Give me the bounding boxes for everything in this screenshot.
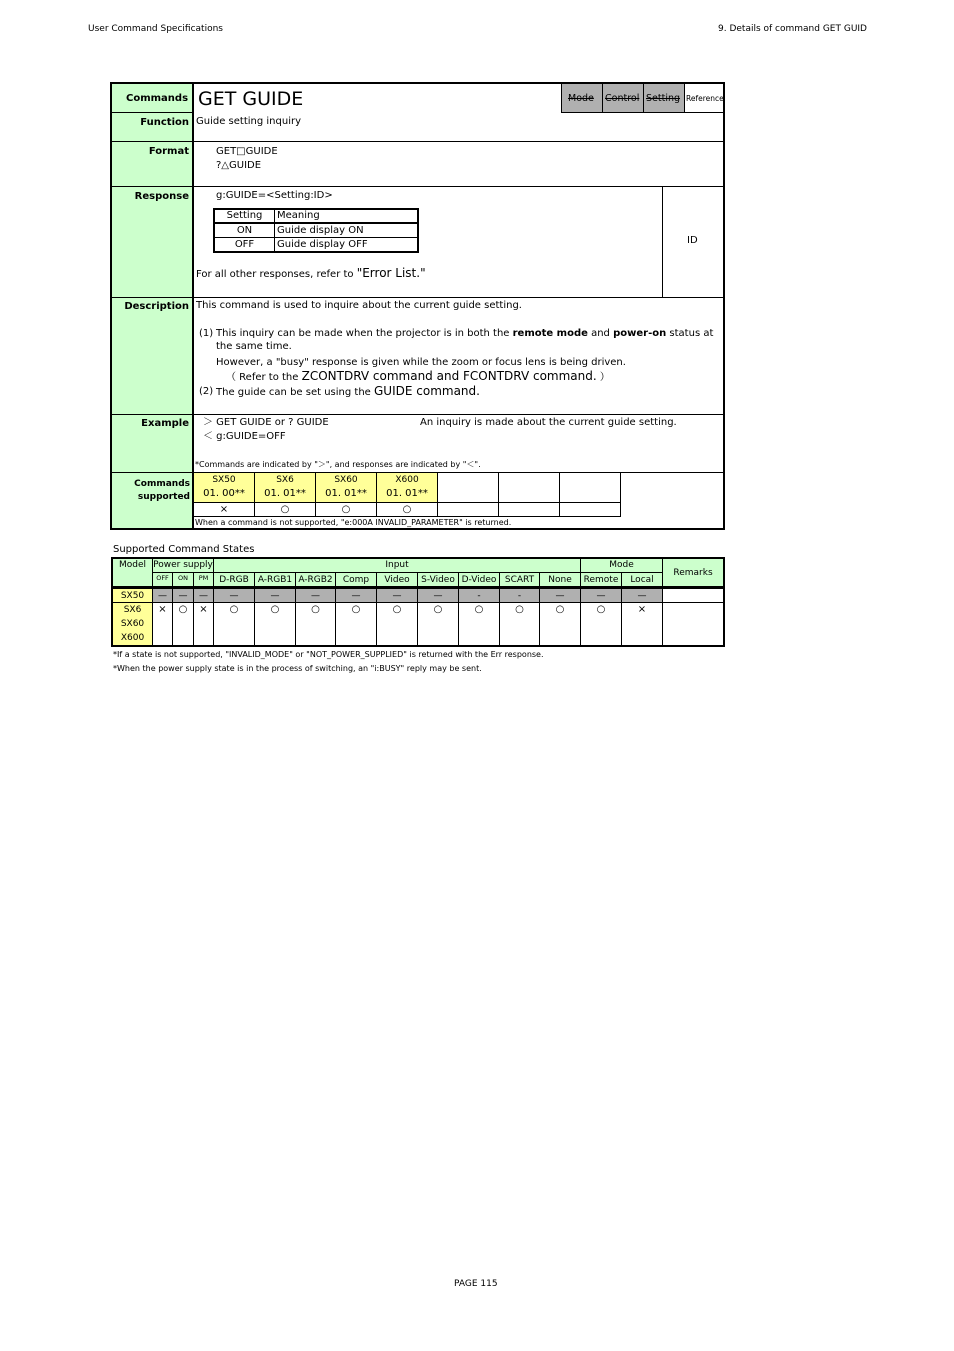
format-value-cell <box>194 142 723 187</box>
states-table <box>111 557 725 647</box>
response-line: g:GUIDE=<Setting:ID> <box>216 190 333 201</box>
example-label-cell <box>112 415 194 473</box>
support-mark-x600: ○ <box>377 503 438 517</box>
tag-control: Control <box>602 84 643 113</box>
states-sub-input: None <box>540 573 581 587</box>
tag-mode: Mode <box>561 84 602 113</box>
description-value-cell <box>194 298 723 415</box>
states-cell: × <box>622 603 663 645</box>
states-header-input: Input <box>214 559 581 573</box>
states-cell: ○ <box>255 603 296 645</box>
supported-label-2: supported <box>137 492 190 502</box>
states-cell: - <box>500 589 540 603</box>
states-sub-local: Local <box>622 573 663 587</box>
states-cell: ○ <box>336 603 377 645</box>
format-label: Format <box>148 146 189 157</box>
states-cell: — <box>581 589 622 603</box>
model-cell-sx6: SX6 01. 01** <box>255 473 316 503</box>
setting-value: OFF <box>215 238 275 251</box>
format-line-2: ?△GUIDE <box>216 160 262 171</box>
states-cell: ○ <box>459 603 500 645</box>
states-sub-remote: Remote <box>581 573 622 587</box>
description-intro: This command is used to inquire about the current guide setting. <box>196 300 522 311</box>
states-cell: — <box>173 589 194 603</box>
states-cell: ○ <box>581 603 622 645</box>
format-label-cell <box>112 142 194 187</box>
function-value-cell <box>194 113 723 142</box>
support-mark-sx6: ○ <box>255 503 316 517</box>
description-p1-line3: However, a "busy" response is given while the zoom or focus lens is being driven. <box>216 357 626 368</box>
function-label-cell <box>112 113 194 142</box>
support-mark-sx60: ○ <box>316 503 377 517</box>
states-cell: — <box>194 589 214 603</box>
support-mark-empty <box>560 503 621 517</box>
description-label: Description <box>124 301 189 312</box>
states-remarks-cell <box>663 589 723 603</box>
states-remarks-cell <box>663 603 723 645</box>
states-cell: — <box>214 589 255 603</box>
description-p1-line2: the same time. <box>216 341 292 352</box>
states-cell: ○ <box>296 603 336 645</box>
command-title: GET GUIDE <box>198 88 304 110</box>
states-cell: ○ <box>377 603 418 645</box>
description-p1-line4: （ Refer to the ZCONTDRV command and FCONTDRV command. ） <box>226 369 610 383</box>
states-cell: - <box>459 589 500 603</box>
error-list-reference: "Error List." <box>356 266 426 280</box>
tag-reference: Reference <box>684 84 723 113</box>
example-label: Example <box>141 418 189 429</box>
example-value-cell <box>194 415 723 473</box>
states-row-sx50-model: SX50 <box>113 589 153 603</box>
states-sub-input: A-RGB2 <box>296 573 336 587</box>
setting-value: ON <box>215 224 275 238</box>
meaning-value: Guide display ON <box>275 224 417 238</box>
function-label: Function <box>140 117 189 128</box>
description-p1-line1: This inquiry can be made when the projector is in both the remote mode and power-on status at <box>216 328 714 339</box>
states-header-remarks: Remarks <box>663 559 723 587</box>
states-note-1: *If a state is not supported, "INVALID_MODE" or "NOT_POWER_SUPPLIED" is returned with the Err response. <box>113 650 544 659</box>
states-cell: — <box>418 589 459 603</box>
command-spec-box <box>110 82 725 530</box>
states-header-power: Power supply <box>153 559 214 573</box>
response-side-cell <box>663 187 723 298</box>
states-header-model: Model <box>113 559 153 587</box>
states-sub-on: ON <box>173 573 194 587</box>
states-sub-input: A-RGB1 <box>255 573 296 587</box>
description-p2-number: (2) <box>199 386 214 397</box>
model-cell-sx50: SX50 01. 00** <box>194 473 255 503</box>
states-title: Supported Command States <box>113 544 255 555</box>
supported-note: When a command is not supported, "e:000A INVALID_PARAMETER" is returned. <box>195 518 512 527</box>
response-label: Response <box>134 191 189 202</box>
description-label-cell <box>112 298 194 415</box>
example-note: *Commands are indicated by "＞", and responses are indicated by "＜". <box>195 460 481 469</box>
states-header-mode: Mode <box>581 559 663 573</box>
function-text: Guide setting inquiry <box>196 116 301 127</box>
states-cell: ○ <box>214 603 255 645</box>
header-left: User Command Specifications <box>88 24 223 34</box>
states-sub-input: Video <box>377 573 418 587</box>
states-sub-off: OFF <box>153 573 173 587</box>
states-cell: — <box>377 589 418 603</box>
support-mark-empty <box>438 503 499 517</box>
states-cell: ○ <box>173 603 194 645</box>
states-cell: ○ <box>418 603 459 645</box>
states-cell: — <box>336 589 377 603</box>
tag-setting: Setting <box>643 84 684 113</box>
description-p2-line: The guide can be set using the GUIDE command. <box>216 384 480 398</box>
response-note: For all other responses, refer to "Error List." <box>196 266 426 280</box>
response-label-cell <box>112 187 194 298</box>
model-cell-sx60: SX60 01. 01** <box>316 473 377 503</box>
setting-header: Setting <box>215 210 275 224</box>
meaning-header: Meaning <box>275 210 417 224</box>
response-value-cell <box>194 187 663 298</box>
states-cell: × <box>194 603 214 645</box>
states-cell: × <box>153 603 173 645</box>
states-cell: — <box>540 589 581 603</box>
supported-label-1: Commands <box>134 479 190 489</box>
support-mark-sx50: × <box>194 503 255 517</box>
example-comment: An inquiry is made about the current guide setting. <box>420 417 677 428</box>
page-number: PAGE 115 <box>454 1279 498 1289</box>
model-cell-x600: X600 01. 01** <box>377 473 438 503</box>
states-sub-input: D-RGB <box>214 573 255 587</box>
states-cell: — <box>153 589 173 603</box>
response-setting-table <box>213 208 419 253</box>
description-p1-number: (1) <box>199 328 214 339</box>
states-sub-input: SCART <box>500 573 540 587</box>
states-cell: ○ <box>500 603 540 645</box>
meaning-value: Guide display OFF <box>277 239 368 250</box>
model-cell-empty <box>438 473 499 503</box>
example-command-line: ＞ GET GUIDE or ? GUIDE <box>203 417 329 428</box>
states-cell: — <box>622 589 663 603</box>
commands-label-cell <box>112 84 194 113</box>
states-sub-pm: PM <box>194 573 214 587</box>
header-right: 9. Details of command GET GUID <box>718 24 867 34</box>
states-sub-input: D-Video <box>459 573 500 587</box>
states-row-group-models: SX6 SX60 X600 <box>113 603 153 645</box>
states-note-2: *When the power supply state is in the process of switching, an "i:BUSY" reply may be sent. <box>113 664 482 673</box>
response-side-id: ID <box>687 235 698 246</box>
states-cell: — <box>255 589 296 603</box>
model-cell-empty <box>499 473 560 503</box>
states-sub-input: S-Video <box>418 573 459 587</box>
support-mark-empty <box>499 503 560 517</box>
states-cell: ○ <box>540 603 581 645</box>
example-response-line: ＜ g:GUIDE=OFF <box>203 431 286 442</box>
format-line-1: GET□GUIDE <box>216 146 278 157</box>
commands-label: Commands <box>126 93 189 104</box>
states-cell: — <box>296 589 336 603</box>
states-sub-input: Comp <box>336 573 377 587</box>
supported-label-cell <box>112 473 194 528</box>
model-cell-empty <box>560 473 621 503</box>
